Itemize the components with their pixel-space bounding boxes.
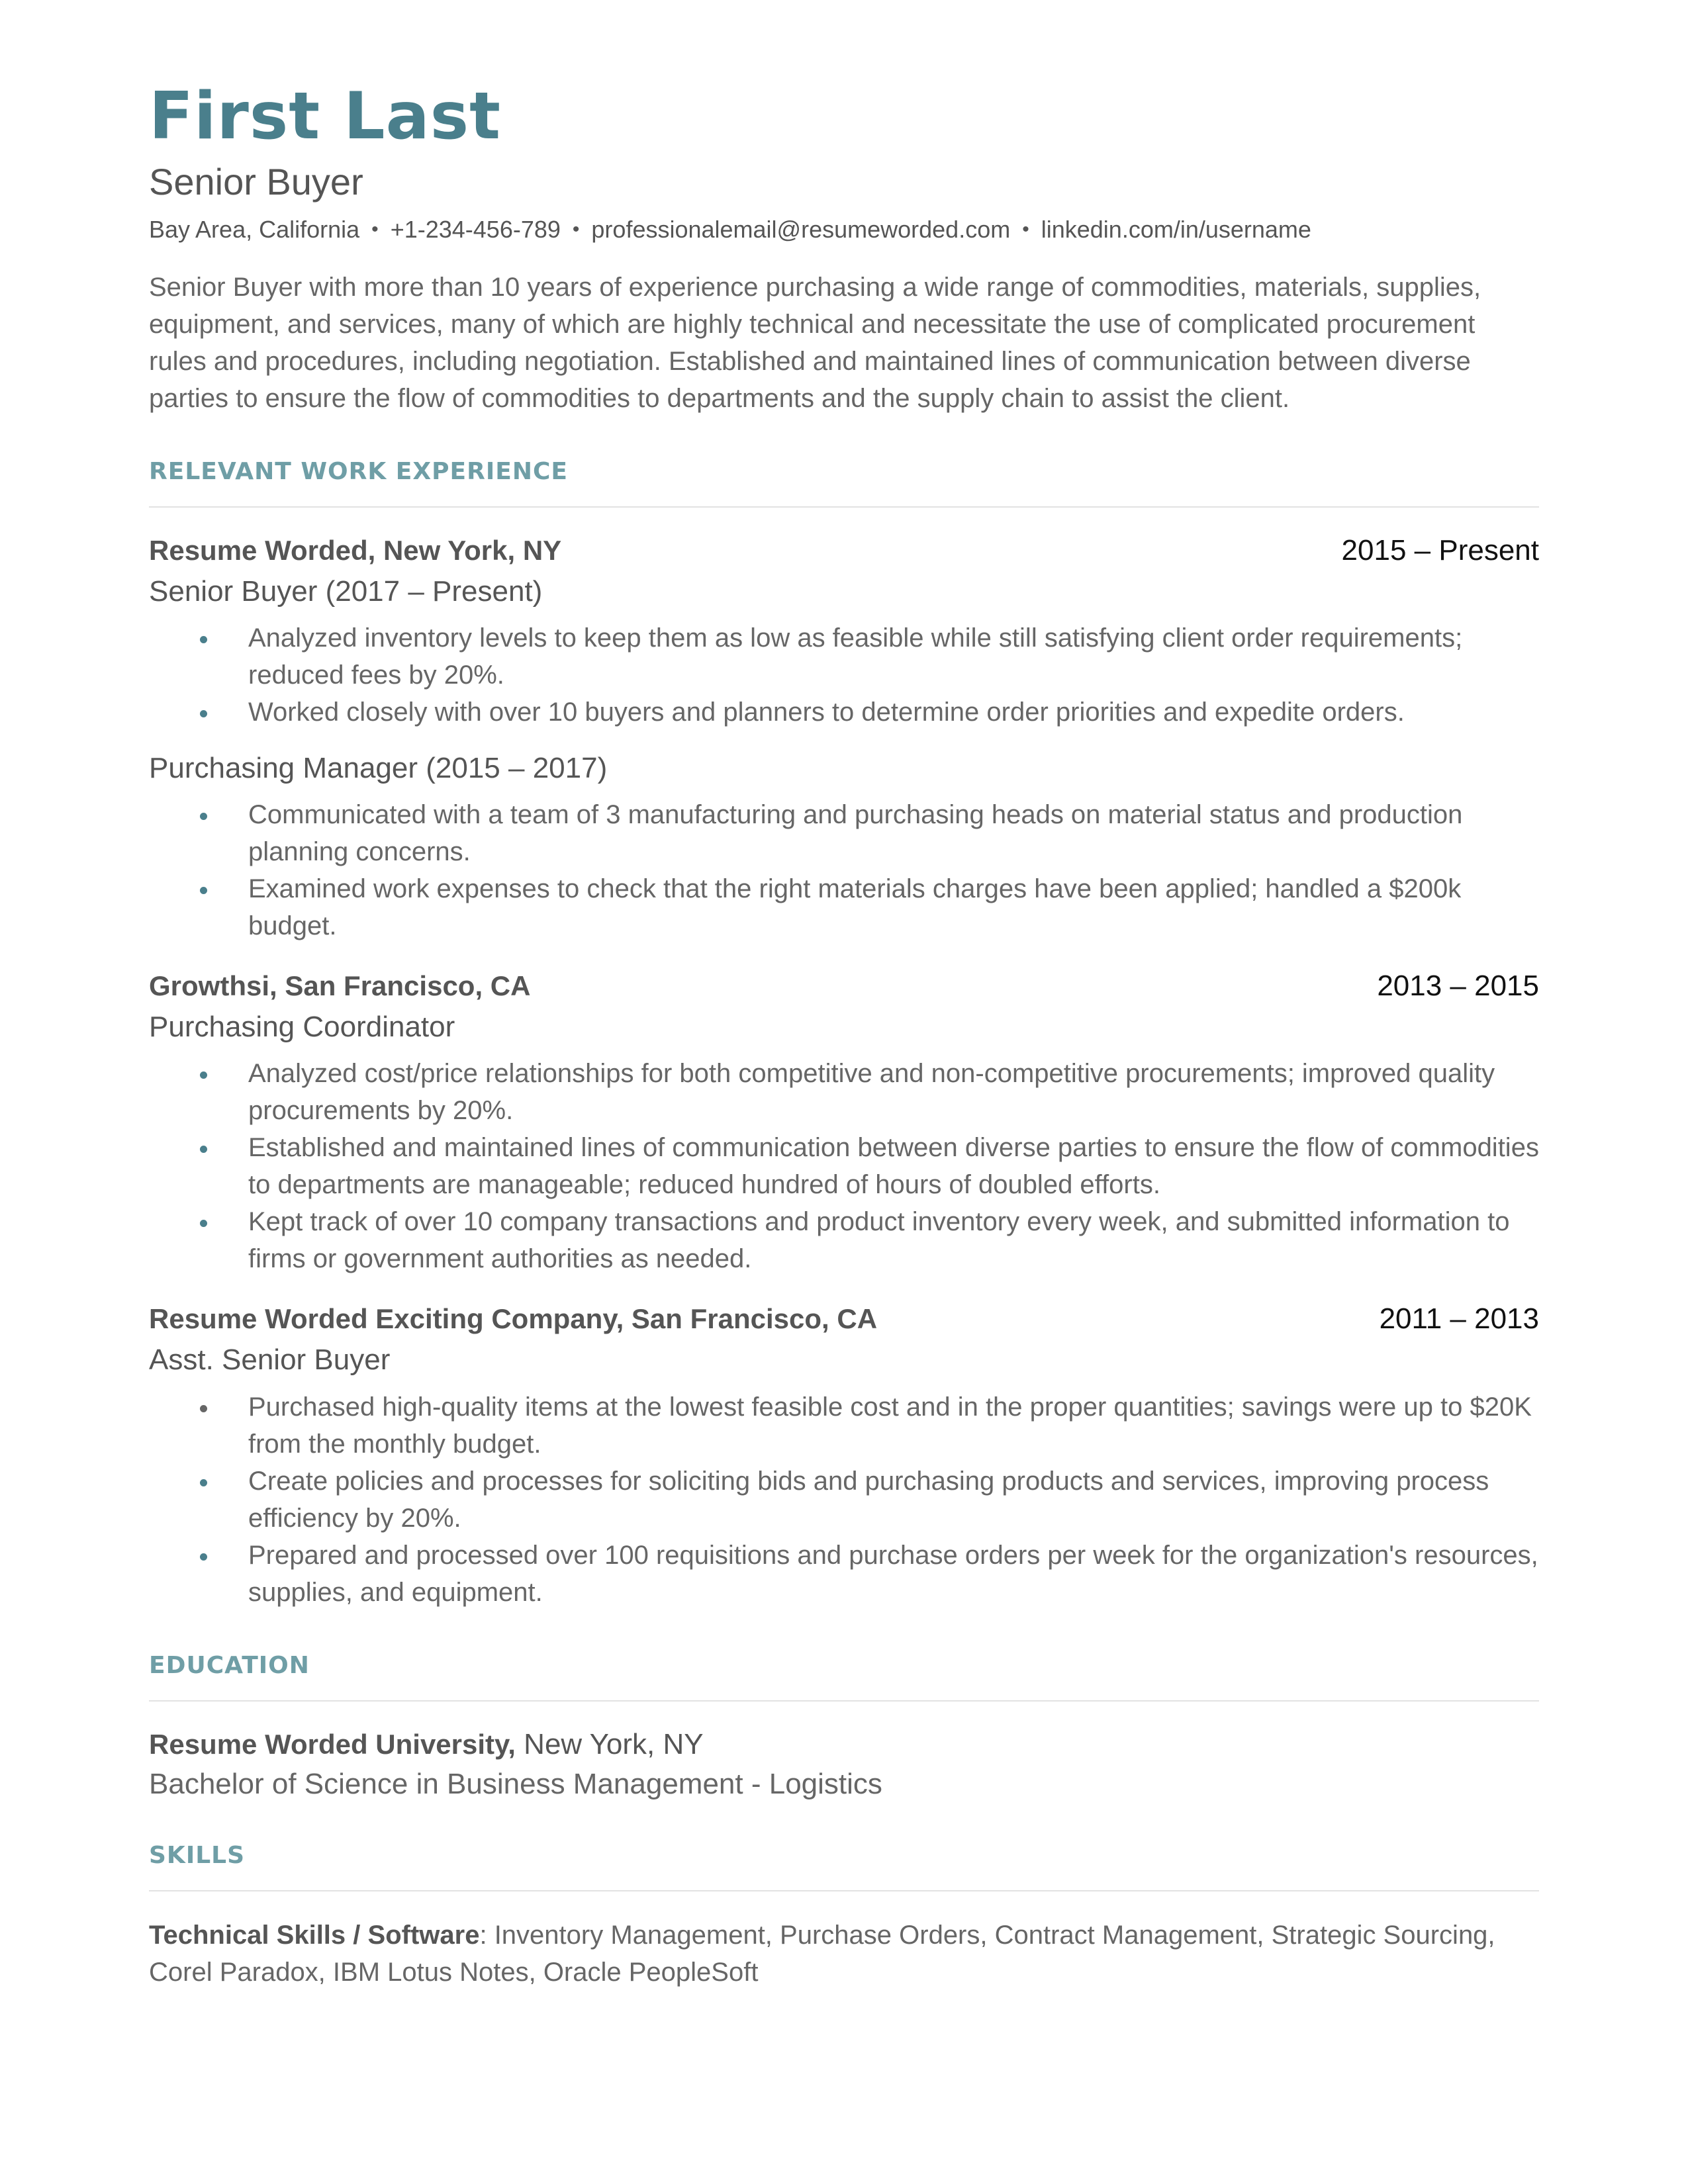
candidate-title: Senior Buyer xyxy=(149,160,363,203)
contact-separator: • xyxy=(1022,218,1029,240)
skills-line xyxy=(149,1917,1539,1991)
bullet-text: Kept track of over 10 company transactions and product inventory every week, and submitted information to firms or government authorities as needed. xyxy=(248,1207,1510,1274)
bullet-dot-icon xyxy=(200,813,207,820)
bullet-dot-icon xyxy=(200,1553,207,1561)
bullet-continuation xyxy=(149,1574,1539,1611)
bullet-item xyxy=(149,1463,1539,1537)
bullet-item xyxy=(149,1055,1539,1129)
bullet-item xyxy=(149,796,1539,870)
job-dates: 2011 – 2013 xyxy=(1379,1302,1539,1336)
bullet-list xyxy=(149,619,1539,731)
job-role: Senior Buyer (2017 – Present) xyxy=(149,574,543,608)
bullet-text: Established and maintained lines of communication between diverse parties to ensure the flow of commodities to departments are manageable; reduced hundred of hours of doubled efforts. xyxy=(248,1133,1539,1200)
bullet-text: supplies, and equipment. xyxy=(248,1577,543,1607)
bullet-item xyxy=(149,1129,1539,1203)
bullet-text: Analyzed cost/price relationships for both competitive and non-competitive procurements; improved quality procurements by 20%. xyxy=(248,1059,1495,1126)
section-heading-skills: SKILLS xyxy=(149,1842,1539,1891)
bullet-item xyxy=(149,619,1539,694)
bullet-list xyxy=(149,1388,1539,1611)
contact-line xyxy=(149,216,1539,244)
bullet-list xyxy=(149,1055,1539,1277)
education-school-line xyxy=(149,1728,1539,1761)
skills-label: Technical Skills / Software xyxy=(149,1920,480,1950)
resume-page xyxy=(149,79,1539,1991)
bullet-item xyxy=(149,1537,1539,1574)
job-header xyxy=(149,534,1539,567)
section-heading-education: EDUCATION xyxy=(149,1652,1539,1702)
contact-separator: • xyxy=(371,218,379,240)
contact-linkedin: linkedin.com/in/username xyxy=(1041,215,1311,243)
bullet-text: Analyzed inventory levels to keep them as low as feasible while still satisfying client order requirements; reduced fees by 20%. xyxy=(248,623,1463,690)
bullet-list xyxy=(149,796,1539,944)
job-company: Growthsi, San Francisco, CA xyxy=(149,970,531,1002)
skills-items: Inventory Management, Purchase Orders, Contract Management, Strategic Sourcing, Corel Paradox, IBM Lotus Notes, Oracle PeopleSoft xyxy=(149,1920,1495,1987)
job-entry xyxy=(149,534,1539,944)
contact-email: professionalemail@resumeworded.com xyxy=(591,215,1011,243)
bullet-dot-icon xyxy=(200,1405,207,1412)
education-school: Resume Worded University, xyxy=(149,1728,516,1760)
bullet-item xyxy=(149,870,1539,944)
bullet-text: Examined work expenses to check that the right materials charges have been applied; handled a $200k budget. xyxy=(248,874,1462,941)
bullet-dot-icon xyxy=(200,887,207,894)
job-header xyxy=(149,970,1539,1003)
job-dates: 2013 – 2015 xyxy=(1377,970,1539,1003)
job-role: Purchasing Coordinator xyxy=(149,1011,455,1044)
job-header xyxy=(149,1302,1539,1336)
bullet-text: Communicated with a team of 3 manufacturing and purchasing heads on material status and production planning concerns. xyxy=(248,800,1463,867)
bullet-text: Purchased high-quality items at the lowest feasible cost and in the proper quantities; savings were up to $20K from the monthly budget. xyxy=(248,1392,1532,1459)
bullet-dot-icon xyxy=(200,1479,207,1486)
bullet-text: Create policies and processes for soliciting bids and purchasing products and services, improving process efficiency by 20%. xyxy=(248,1466,1489,1533)
contact-location: Bay Area, California xyxy=(149,215,360,243)
bullet-item xyxy=(149,1388,1539,1463)
job-company: Resume Worded Exciting Company, San Francisco, CA xyxy=(149,1303,878,1335)
education-degree: Bachelor of Science in Business Management - Logistics xyxy=(149,1767,882,1800)
bullet-dot-icon xyxy=(200,710,207,717)
section-heading-experience: RELEVANT WORK EXPERIENCE xyxy=(149,458,1539,508)
education-location: New York, NY xyxy=(524,1727,704,1760)
job-company: Resume Worded, New York, NY xyxy=(149,534,562,566)
summary-paragraph: Senior Buyer with more than 10 years of experience purchasing a wide range of commodities, materials, supplies, equipment, and services, many of which are highly technical and necessitate the use of complicated procurement rules and procedures, including negotiation. Established and maintained lines of communication between diverse parties to ensure the flow of commodities to departments and the supply chain to assist the client. xyxy=(149,272,1481,413)
bullet-text: Worked closely with over 10 buyers and planners to determine order priorities and expedite orders. xyxy=(248,698,1405,727)
job-entry xyxy=(149,970,1539,1277)
bullet-dot-icon xyxy=(200,1220,207,1227)
contact-separator: • xyxy=(572,218,580,240)
job-entry xyxy=(149,1302,1539,1610)
job-role: Asst. Senior Buyer xyxy=(149,1343,391,1377)
bullet-item xyxy=(149,694,1539,731)
bullet-text: Prepared and processed over 100 requisitions and purchase orders per week for the organization's resources, xyxy=(248,1540,1538,1570)
bullet-dot-icon xyxy=(200,636,207,643)
skills-colon: : xyxy=(479,1920,487,1950)
candidate-name: First Last xyxy=(149,79,501,154)
bullet-dot-icon xyxy=(200,1071,207,1079)
job-role: Purchasing Manager (2015 – 2017) xyxy=(149,752,608,785)
bullet-dot-icon xyxy=(200,1146,207,1153)
job-dates: 2015 – Present xyxy=(1341,533,1539,567)
contact-phone: +1-234-456-789 xyxy=(390,215,561,243)
bullet-item xyxy=(149,1203,1539,1277)
